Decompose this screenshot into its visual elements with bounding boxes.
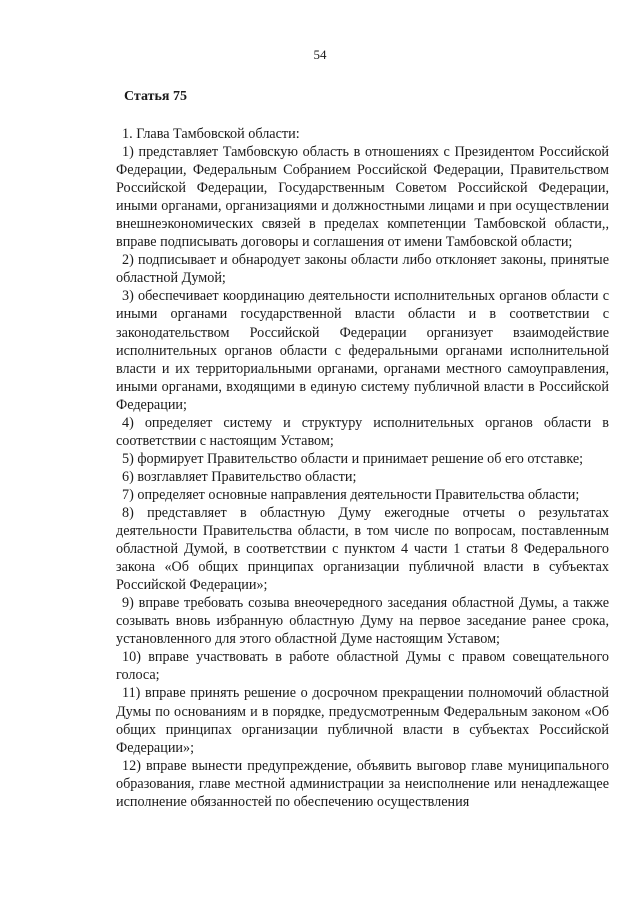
list-item-10: 10) вправе участвовать в работе областной Думы с правом совещательного голоса; bbox=[116, 649, 609, 684]
list-item-9: 9) вправе требовать созыва внеочередного заседания областной Думы, а также созывать вновь избранную областную Думу на первое заседание ранее срока, установленного для этого областной Думе настоящим Уставом; bbox=[116, 595, 609, 648]
list-item-6: 6) возглавляет Правительство области; bbox=[122, 468, 357, 485]
list-item-11: 11) вправе принять решение о досрочном прекращении полномочий областной Думы по основаниям и в порядке, предусмотренным Федеральным законом «Об общих принципах организации публичной власти в субъектах Российской Федерации»; bbox=[116, 685, 609, 756]
article-body bbox=[116, 125, 609, 811]
list-item-3: 3) обеспечивает координацию деятельности исполнительных органов области с иными органами государственной власти области и в соответствии с законодательством Российской Федерации организует взаимодействие исполнительных органов области с федеральными органами исполнительной власти и их территориальными органами, органами местного самоуправления, иными органами, входящими в единую систему публичной власти в Российской Федерации; bbox=[116, 288, 609, 413]
article-heading: Статья 75 bbox=[124, 89, 187, 104]
list-item-8: 8) представляет в областную Думу ежегодные отчеты о результатах деятельности Правительства области, в том числе по вопросам, поставленным областной Думой, в соответствии с пунктом 4 части 1 статьи 8 Федерального закона «Об общих принципах организации публичной власти в субъектах Российской Федерации»; bbox=[116, 504, 609, 594]
list-item-12: 12) вправе вынести предупреждение, объявить выговор главе муниципального образования, главе местной администрации за неисполнение или ненадлежащее исполнение обязанностей по обеспечению осуществления bbox=[116, 757, 609, 810]
page-number: 54 bbox=[313, 47, 327, 62]
list-item-2: 2) подписывает и обнародует законы области либо отклоняет законы, принятые областной Думой; bbox=[116, 252, 609, 287]
list-item-7: 7) определяет основные направления деятельности Правительства области; bbox=[122, 486, 580, 503]
list-item-1: 1) представляет Тамбовскую область в отношениях с Президентом Российской Федерации, Федеральным Собранием Российской Федерации, Правительством Российской Федерации, Государственным Советом Российской Федерации, иными органами, организациями и должностными лицами и при осуществлении внешнеэкономических связей в пределах компетенции Тамбовской области,, вправе подписывать договоры и соглашения от имени Тамбовской области; bbox=[116, 144, 609, 251]
list-item-4: 4) определяет систему и структуру исполнительных органов области в соответствии с настоящим Уставом; bbox=[116, 414, 609, 449]
section-intro: 1. Глава Тамбовской области: bbox=[122, 126, 300, 142]
list-item-5: 5) формирует Правительство области и принимает решение об его отставке; bbox=[122, 450, 584, 467]
